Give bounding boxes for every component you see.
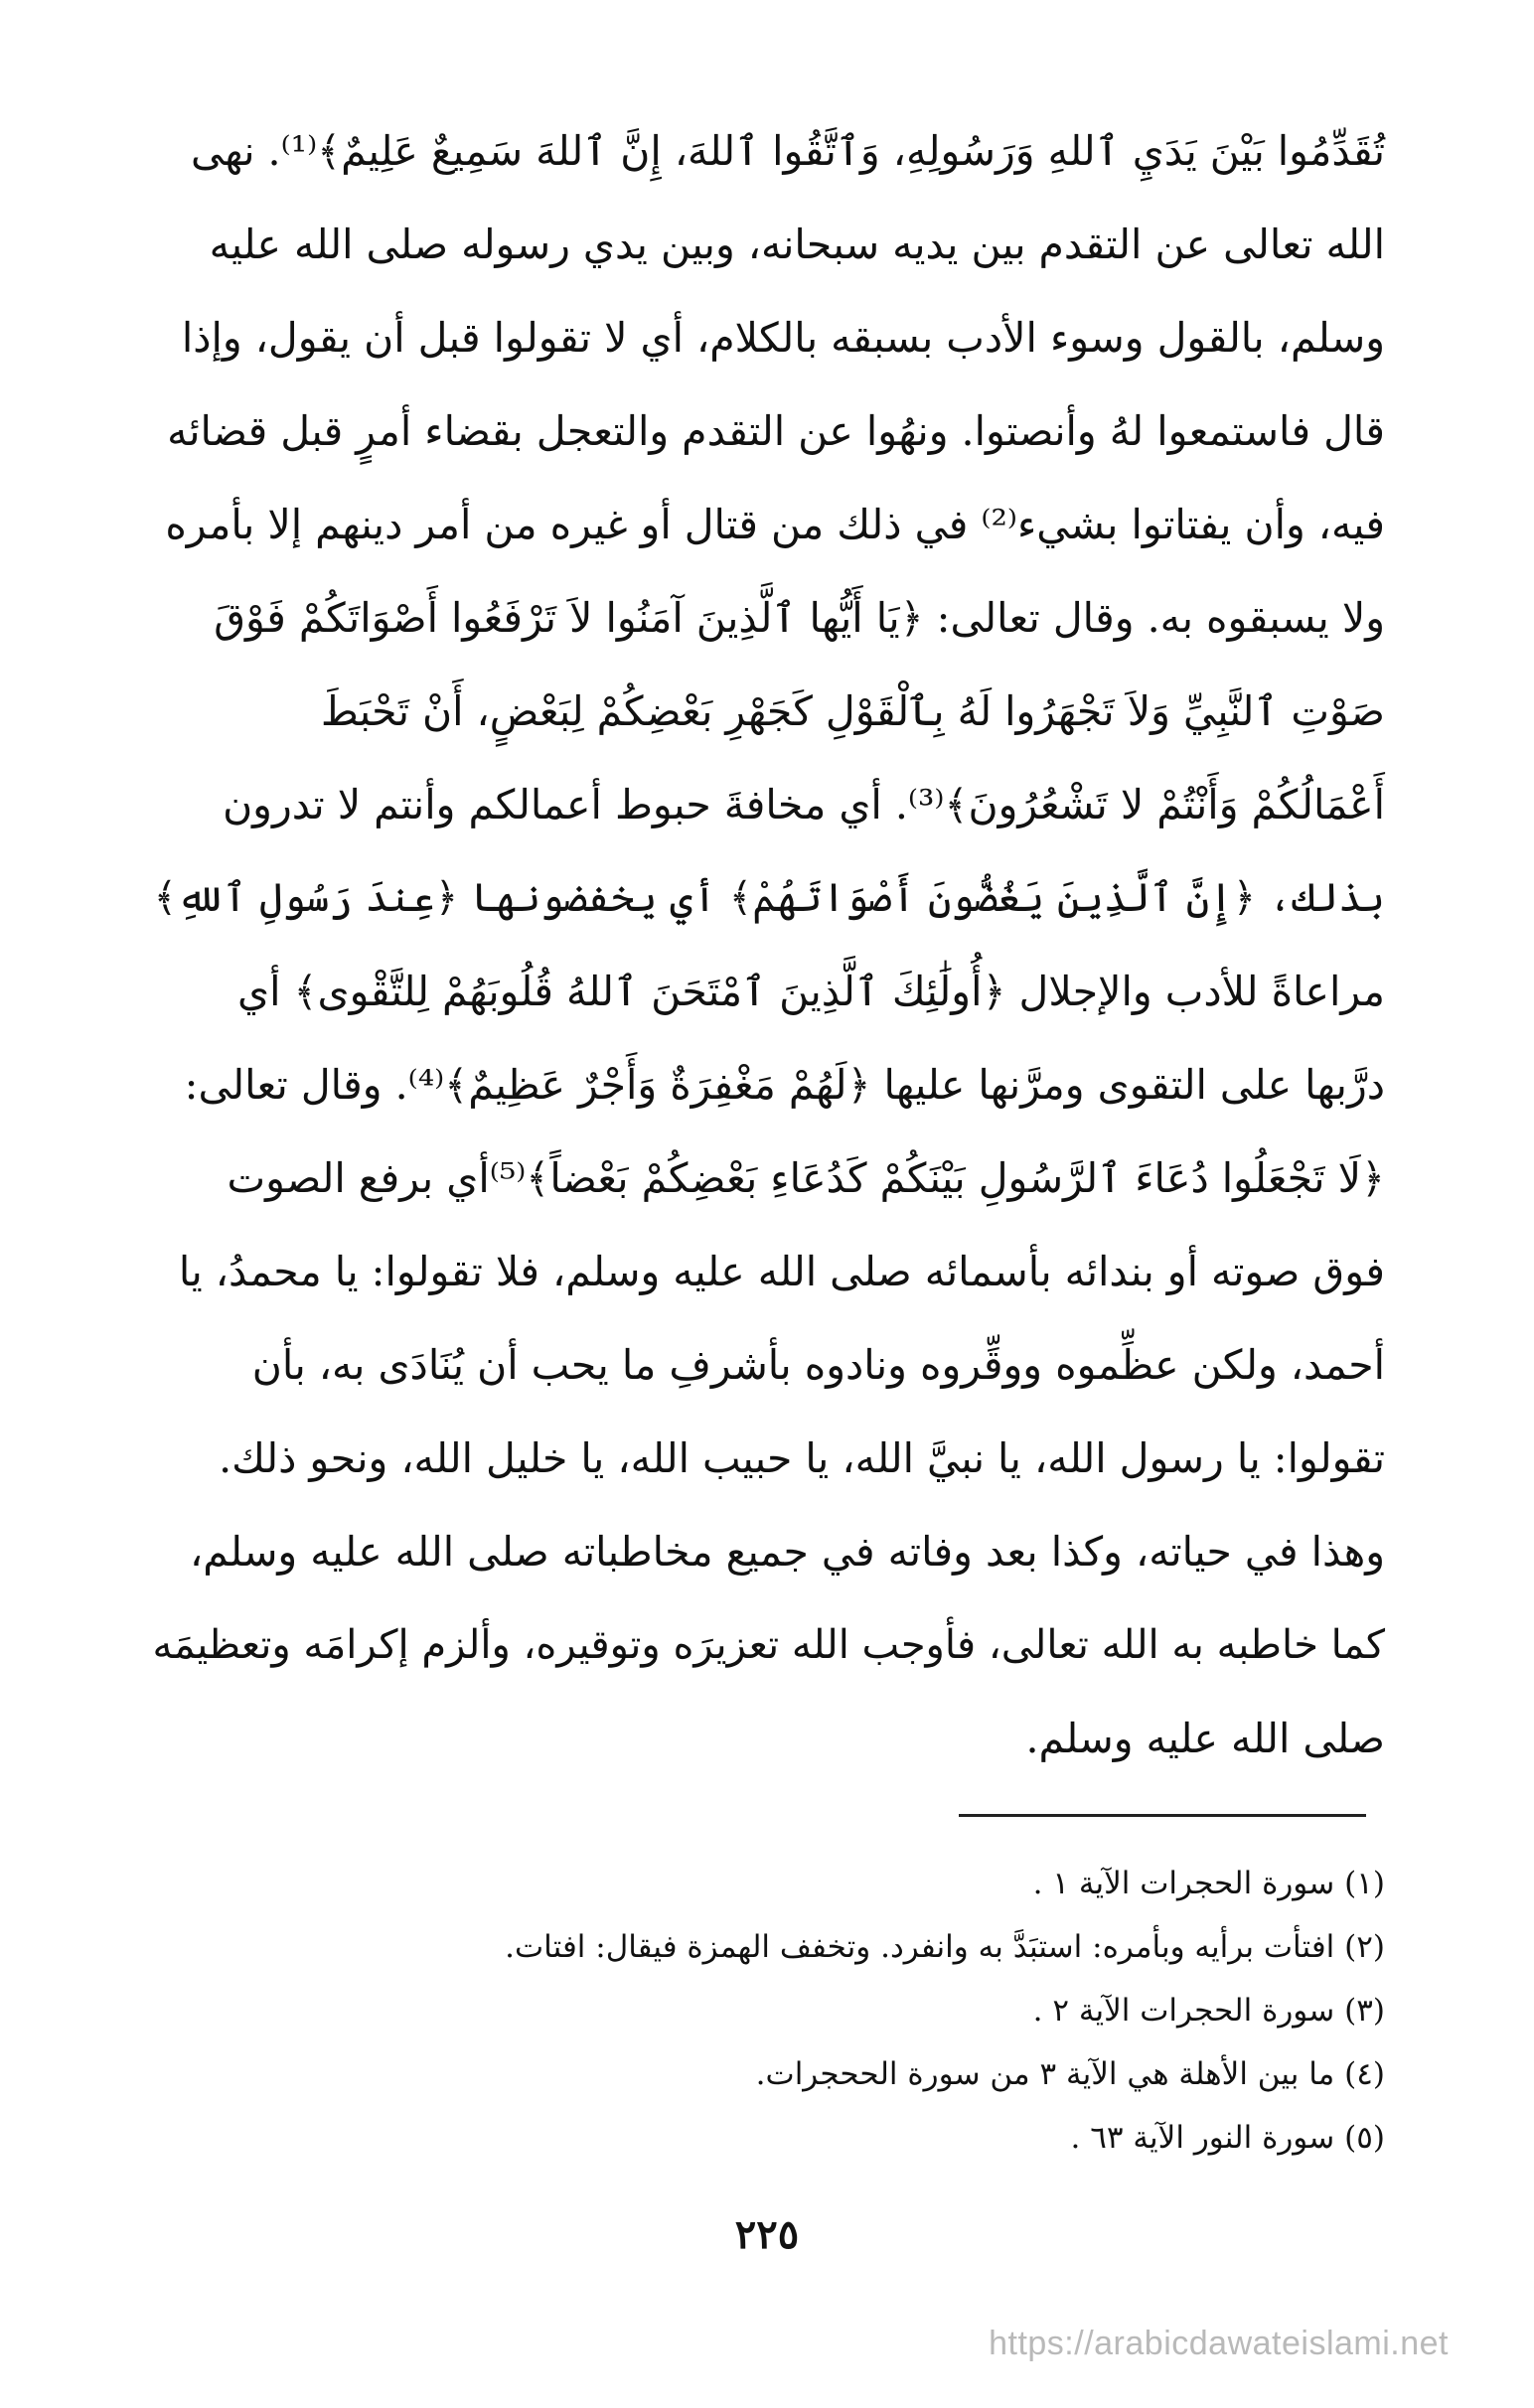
text-line: قال فاستمعوا لهُ وأنصتوا. ونهُوا عن التقدم والتعجل بقضاء أمرٍ قبل قضائه bbox=[167, 407, 1385, 455]
text-line: درَّبها على التقوى ومرَّنها عليها ﴿لَهُمْ مَغْفِرَةٌ وَأَجْرٌ عَظِيمٌ﴾⁽⁴⁾. وقال تعالى: bbox=[184, 1061, 1385, 1109]
text-line: فوق صوته أو بندائه بأسمائه صلى الله عليه وسلم، فلا تقولوا: يا محمدُ، يا bbox=[178, 1248, 1385, 1295]
text-line: أحمد، ولكن عظِّموه ووقِّروه ونادوه بأشرفِ ما يحب أن يُنَادَى به، بأن bbox=[251, 1341, 1385, 1389]
footnote: (٥) سورة النور الآية ٦٣ . bbox=[1070, 2120, 1385, 2156]
text-line: بذلك، ﴿إِنَّ ٱلَّذِينَ يَغُضُّونَ أَصْوَاتَهُمْ﴾ أي يخفضونها ﴿عِندَ رَسُولِ ٱللهِ﴾ bbox=[153, 875, 1385, 921]
footnotes bbox=[149, 1852, 1385, 2170]
footnote: (٤) ما بين الأهلة هي الآية ٣ من سورة الححجرات. bbox=[755, 2056, 1385, 2092]
main-text bbox=[149, 104, 1385, 1785]
text-line: مراعاةً للأدب والإجلال ﴿أُولَٰئِكَ ٱلَّذِينَ ٱمْتَحَنَ ٱللهُ قُلُوبَهُمْ لِلتَّقْوى﴾ أي bbox=[237, 968, 1385, 1015]
text-line: أَعْمَالُكُمْ وَأَنْتُمْ لا تَشْعُرُونَ﴾⁽³⁾. أي مخافةَ حبوط أعمالكم وأنتم لا تدرون bbox=[223, 781, 1385, 828]
text-line: وهذا في حياته، وكذا بعد وفاته في جميع مخاطباته صلى الله عليه وسلم، bbox=[189, 1528, 1385, 1576]
page-number: ٢٢٥ bbox=[734, 2211, 800, 2258]
text-line: وسلم، بالقول وسوء الأدب بسبقه بالكلام، أي لا تقولوا قبل أن يقول، وإذا bbox=[181, 314, 1385, 362]
footnote: (١) سورة الحجرات الآية ١ . bbox=[1032, 1866, 1385, 1901]
text-line: تُقَدِّمُوا بَيْنَ يَدَيِ ٱللهِ وَرَسُولِهِ، وَٱتَّقُوا ٱللهَ، إِنَّ ٱللهَ سَمِيعٌ عَلِيمٌ﴾⁽¹⁾. نهى bbox=[191, 127, 1385, 175]
footnote: (٣) سورة الحجرات الآية ٢ . bbox=[1032, 1993, 1385, 2029]
footnote: (٢) افتأت برأيه وبأمره: استبَدَّ به وانفرد. وتخفف الهمزة فيقال: افتات. bbox=[505, 1929, 1385, 1965]
text-line: تقولوا: يا رسول الله، يا نبيَّ الله، يا حبيب الله، يا خليل الله، ونحو ذلك. bbox=[219, 1434, 1385, 1482]
text-line: الله تعالى عن التقدم بين يديه سبحانه، وبين يدي رسوله صلى الله عليه bbox=[209, 221, 1385, 268]
footnote-divider bbox=[959, 1814, 1366, 1817]
text-line: ﴿لَا تَجْعَلُوا دُعَاءَ ٱلرَّسُولِ بَيْنَكُمْ كَدُعَاءِ بَعْضِكُمْ بَعْضاً﴾⁽⁵⁾أي برفع الصوت bbox=[227, 1154, 1385, 1202]
text-line: صلى الله عليه وسلم. bbox=[1025, 1715, 1385, 1762]
watermark-url: https://arabicdawateislami.net bbox=[989, 2325, 1449, 2362]
text-line: صَوْتِ ٱلنَّبِيِّ وَلاَ تَجْهَرُوا لَهُ بِٱلْقَوْلِ كَجَهْرِ بَعْضِكُمْ لِبَعْضٍ، أَنْ تَحْبَطَ bbox=[320, 687, 1385, 735]
text-line: كما خاطبه به الله تعالى، فأوجب الله تعزيرَه وتوقيره، وألزم إكرامَه وتعظيمَه bbox=[152, 1622, 1385, 1668]
text-line: ولا يسبقوه به. وقال تعالى: ﴿يَا أَيُّها ٱلَّذِينَ آمَنُوا لاَ تَرْفَعُوا أَصْوَاتَكُمْ فَوْقَ bbox=[214, 594, 1385, 642]
text-line: فيه، وأن يفتاتوا بشيء⁽²⁾ في ذلك من قتال أو غيره من أمر دينهم إلا بأمره bbox=[165, 501, 1385, 548]
